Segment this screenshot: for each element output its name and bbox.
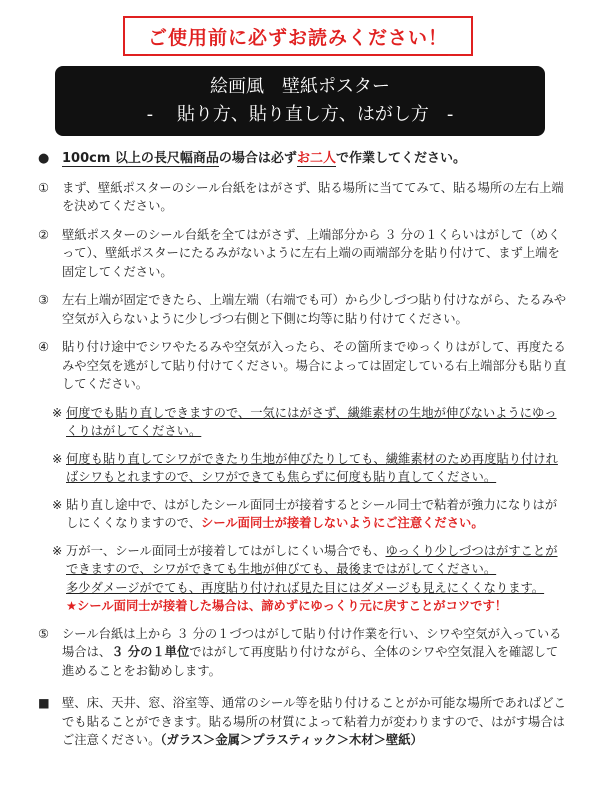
note-3 — [52, 496, 568, 533]
step-number: ④ — [38, 340, 50, 354]
step-2 — [38, 226, 568, 282]
title-line-2: - 貼り方、貼り直し方、はがし方 - — [146, 104, 454, 125]
title-line-1: 絵画風 壁紙ポスター — [210, 76, 390, 97]
bullet-icon: ● — [38, 151, 50, 166]
title-banner — [55, 66, 545, 136]
step-3 — [38, 291, 568, 328]
step-5 — [38, 625, 568, 681]
step-text: 左右上端が固定できたら、上端左端（右端でも可）から少しづつ貼り付けながら、たるみや空気が入らないように少しづつ右側と下側に均等に貼り付けてください。 — [62, 293, 567, 326]
step-text-post: ではがして再度貼り付けながら、全体のシワや空気混入を確認して進めることをお勧めします。 — [62, 645, 559, 678]
footer-text: 壁、床、天井、窓、浴室等、通常のシール等を貼り付けることがか可能な場所であればどこでも貼ることができます。貼る場所の材質によって粘着力が変わりますので、はがす場合はご注意ください。 — [62, 696, 566, 747]
step-1 — [38, 179, 568, 216]
step-number: ② — [38, 227, 50, 242]
note-text: 何度でも貼り直しできますので、一気にはがさず、繊維素材の生地が伸びないようにゆっくりはがしてください。 — [66, 405, 557, 438]
step-bold: ３ 分の１単位 — [111, 645, 190, 659]
note-text-b: ゆっくり少しづつはがすことができますので、シワができても生地が伸びても、最後まではがしてください。 — [66, 543, 558, 576]
note-text: 貼り直し途中で、はがしたシール面同士が接着するとシール同士で粘着が強力になりはがしにくくなりますので、 — [66, 497, 558, 530]
note-2 — [52, 450, 568, 487]
step-text: 貼り付け途中でシワやたるみや空気が入ったら、その箇所までゆっくりはがして、再度たるみや空気を逃がして貼り付けてください。場合によっては固定している右上端部分も貼り直してください。 — [62, 340, 567, 391]
step-text: まず、壁紙ポスターのシール台紙をはがさず、貼る場所に当ててみて、貼る場所の左右上端を決めてください。 — [62, 180, 564, 213]
step-number: ⑤ — [38, 626, 50, 641]
note-text-c: 多少ダメージがでても、再度貼り付ければ見た目にはダメージも見えにくくなります。 — [66, 580, 545, 595]
step-number: ① — [38, 180, 50, 195]
note-mark: ※ — [52, 543, 63, 558]
footer-material-order: （ガラス＞金属＞プラスティック＞木材＞壁紙） — [160, 733, 423, 747]
lead-part-1: 100cm 以上の長尺幅商品 — [62, 151, 219, 166]
step-text: シール台紙は上から ３ 分の１づつはがして貼り付け作業を行い、シワや空気が入っている場合は、 — [62, 626, 562, 659]
note-mark: ※ — [52, 405, 63, 420]
note-warning: シール面同士が接着しないようにご注意ください。 — [201, 516, 484, 530]
warning-banner: ご使用前に必ずお読みください！ — [123, 16, 473, 56]
step-number: ③ — [38, 293, 50, 307]
note-4 — [52, 542, 568, 616]
note-1 — [52, 404, 568, 441]
note-mark: ※ — [52, 497, 63, 512]
instructions — [38, 150, 568, 760]
lead-part-4: で作業してください。 — [335, 151, 466, 166]
lead-part-3: お二人 — [296, 151, 336, 166]
note-mark: ※ — [52, 451, 63, 466]
lead-part-2: の場合は必ず — [218, 151, 297, 166]
step-text: 壁紙ポスターのシール台紙を全てはがさず、上端部分から ３ 分の１くらいはがして（めくって）、壁紙ポスターにたるみがないように左右上端の両端部分を貼り付けて、まず上端を固定してください。 — [62, 227, 561, 279]
step-4 — [38, 338, 568, 394]
note-text-a: 万が一、シール面同士が接着してはがしにくい場合でも、 — [66, 543, 386, 558]
lead-notice — [38, 150, 568, 169]
footer-notice — [38, 694, 568, 750]
square-icon: ■ — [38, 696, 50, 710]
note-text: 何度も貼り直してシワができたり生地が伸びたりしても、繊維素材のため再度貼り付ければシワもとれますので、シワができても焦らずに何度も貼り直してください。 — [66, 451, 558, 484]
note-tip: ★シール面同士が接着した場合は、諦めずにゆっくり元に戻すことがコツです！ — [66, 599, 508, 613]
